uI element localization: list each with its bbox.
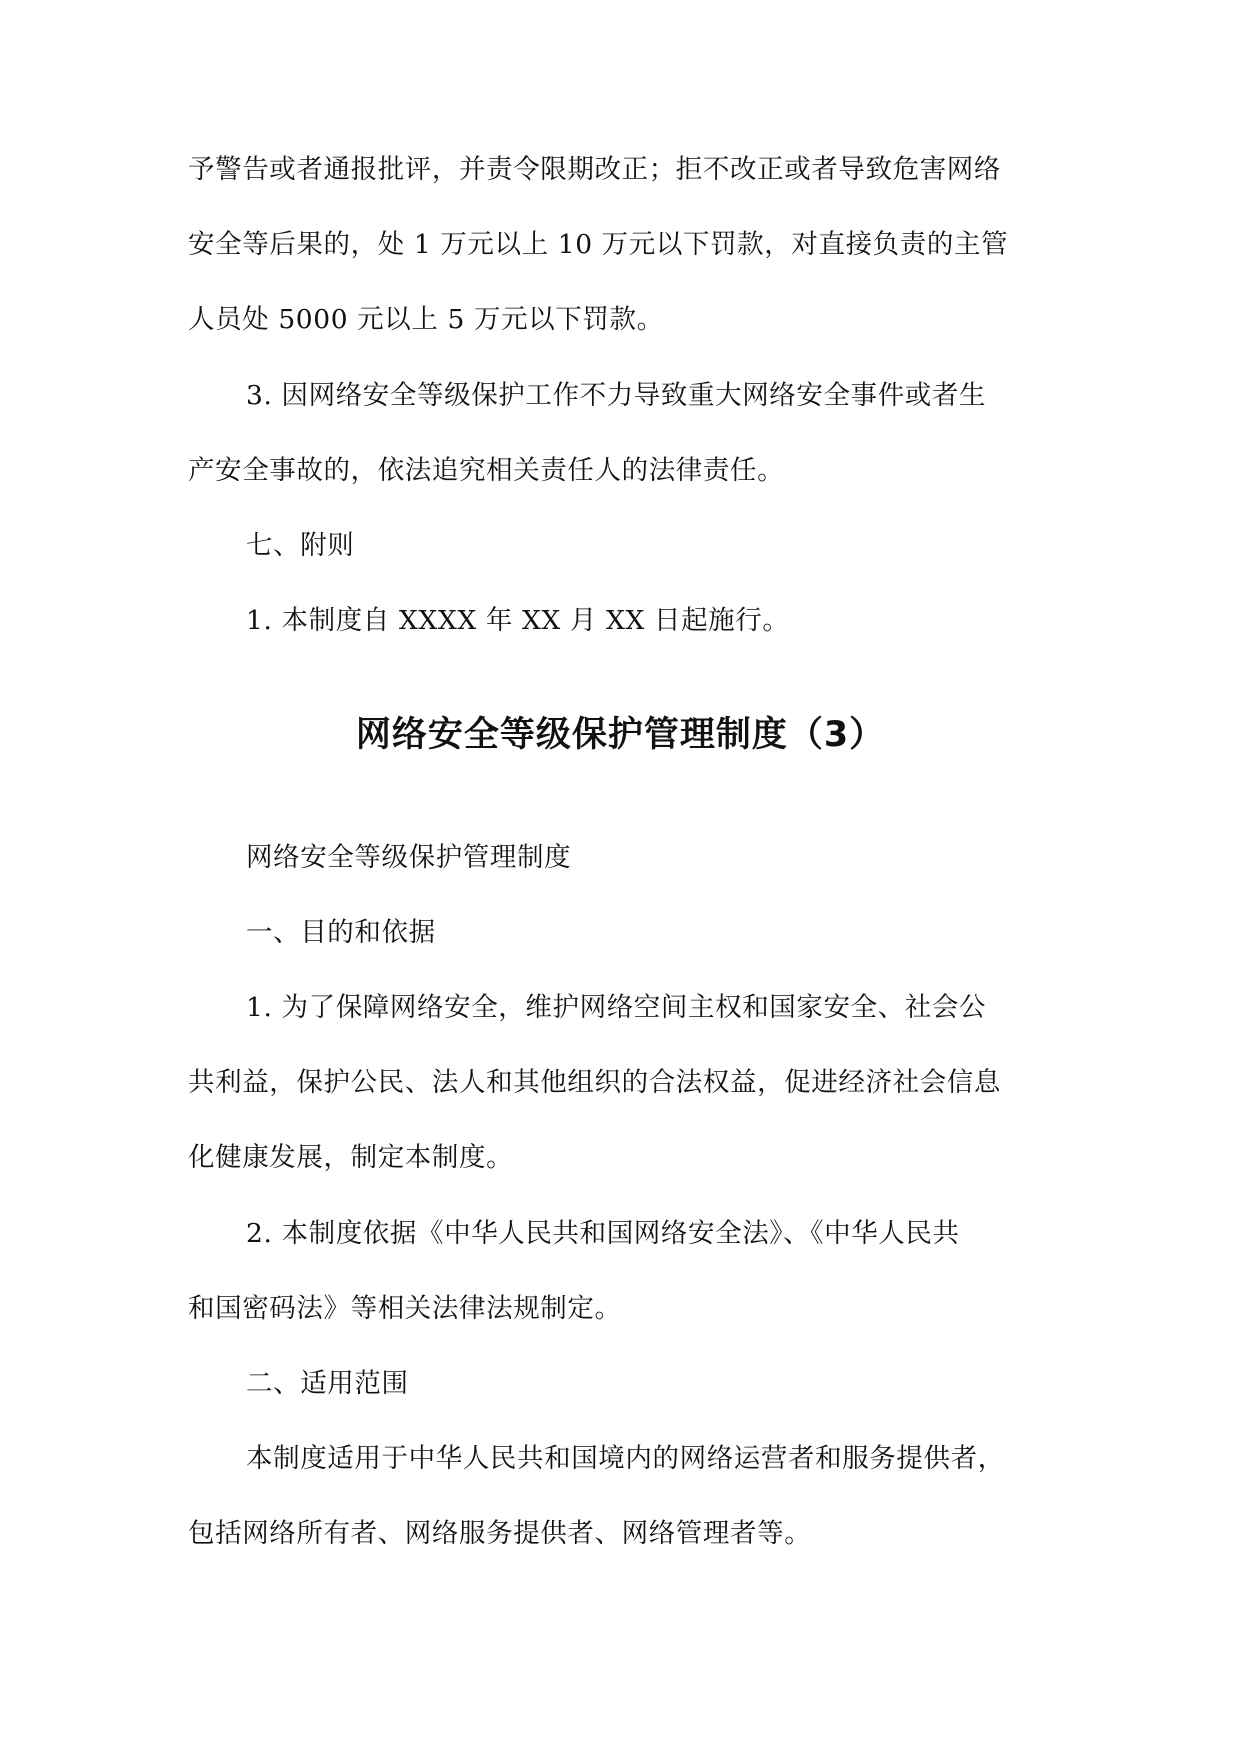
paragraph-line: 1. 本制度自 XXXX 年 XX 月 XX 日起施行。 xyxy=(246,605,790,636)
section-heading: 七、附则 xyxy=(246,530,355,561)
document-title: 网络安全等级保护管理制度（3） xyxy=(355,715,886,755)
paragraph-line: 人员处 5000 元以上 5 万元以下罚款。 xyxy=(188,304,664,335)
subtitle-line: 网络安全等级保护管理制度 xyxy=(246,842,572,873)
section-heading: 一、目的和依据 xyxy=(246,917,436,948)
paragraph-line: 共利益，保护公民、法人和其他组织的合法权益，促进经济社会信息 xyxy=(188,1067,1001,1098)
paragraph-line: 本制度适用于中华人民共和国境内的网络运营者和服务提供者， xyxy=(246,1443,1005,1474)
paragraph-line: 化健康发展，制定本制度。 xyxy=(188,1142,514,1173)
paragraph-line: 产安全事故的，依法追究相关责任人的法律责任。 xyxy=(188,455,785,486)
paragraph-line: 予警告或者通报批评，并责令限期改正；拒不改正或者导致危害网络 xyxy=(188,154,1001,185)
paragraph-line: 包括网络所有者、网络服务提供者、网络管理者等。 xyxy=(188,1518,812,1549)
section-heading: 二、适用范围 xyxy=(246,1368,409,1399)
paragraph-line: 和国密码法》等相关法律法规制定。 xyxy=(188,1293,622,1324)
paragraph-line: 2. 本制度依据《中华人民共和国网络安全法》、《中华人民共 xyxy=(246,1218,960,1249)
paragraph-line: 安全等后果的，处 1 万元以上 10 万元以下罚款，对直接负责的主管 xyxy=(188,229,1009,260)
paragraph-line: 3. 因网络安全等级保护工作不力导致重大网络安全事件或者生 xyxy=(246,380,987,411)
paragraph-line: 1. 为了保障网络安全，维护网络空间主权和国家安全、社会公 xyxy=(246,992,987,1023)
